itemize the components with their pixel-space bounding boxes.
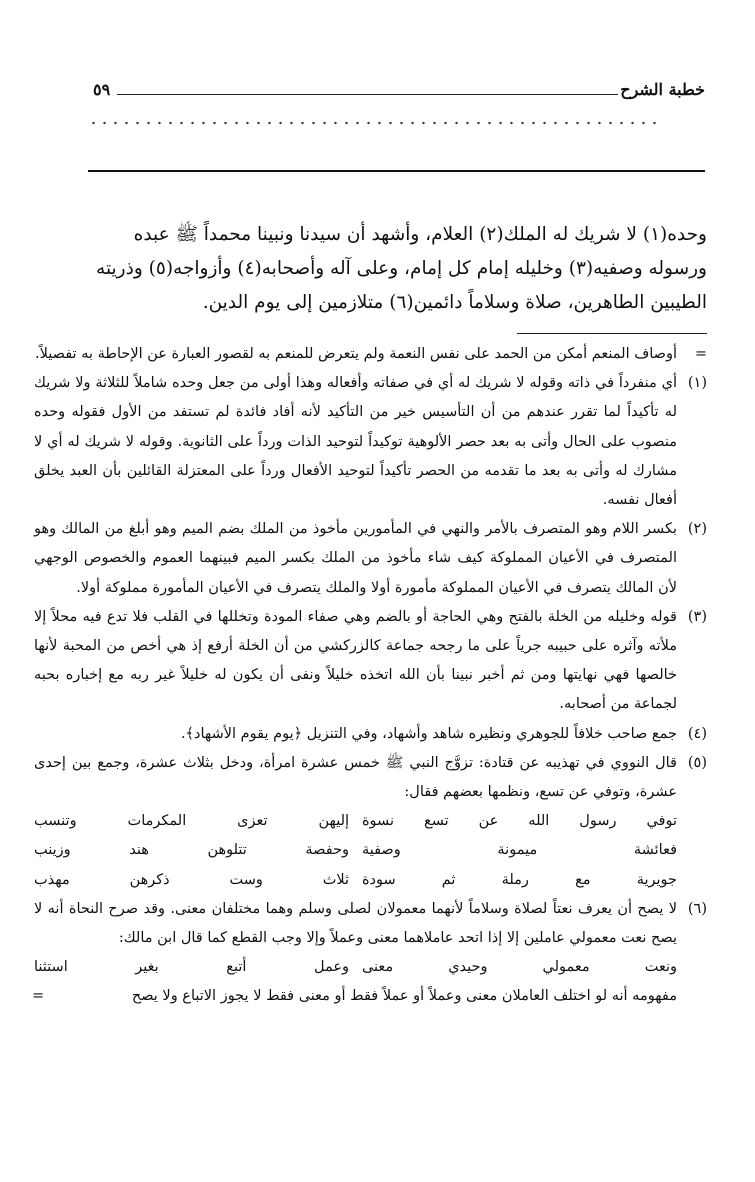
- poem-verse: [34, 836, 707, 865]
- verse-hemistich: وعمل أتبع بغير استثنا: [34, 959, 350, 976]
- main-text: [88, 218, 707, 320]
- verse-hemistich: جويرية مع رملة ثم سودة: [361, 871, 677, 888]
- footnote-5: (٥) قال النووي في تهذيبه عن قتادة: تزوَّج النبي ﷺ خمس عشرة امرأة، ودخل بثلاث عشرة، وجمع بين إحدى عشرة، وتوفي عن تسع، ونظمها بعضهم فقال:: [34, 749, 707, 807]
- continues-mark: =: [32, 988, 45, 1005]
- poem-verse: [34, 953, 707, 982]
- main-line: وحده(١) لا شريك له الملك(٢) العلام، وأشهد أن سيدنا ونبينا محمداً ﷺ عبده: [133, 224, 707, 245]
- verse-hemistich: ثلاث وست ذكرهن مهذب: [34, 871, 350, 888]
- page-number: ٥٩: [93, 80, 111, 99]
- footnote-4: (٤) جمع صاحب خلافاً للجوهري ونظيره شاهد وأشهاد، وفي التنزيل ﴿يوم يقوم الأشهاد﴾.: [34, 720, 707, 749]
- footnote-3: (٣) قوله وخليله من الخلة بالفتح وهي الحاجة أو بالضم وهي صفاء المودة وتخللها في القلب فلا تدع فيه محلاً إلا ملأته وآثره على حبيبه جرياً على ما رجحه جماعة كالزركشي من أن الخلة أرفع إذ هي أخص من المحبة لأنها خالصها فهي نهايتها ومن ثم أخبر نبينا بأن الله اتخذه خليلاً ونفى أن يكون له خليلاً غير ربه مع إخباره بحبه لجماعة من أصحابه.: [34, 603, 707, 720]
- section-rule: [88, 170, 705, 172]
- footnote-2: (٢) بكسر اللام وهو المتصرف بالأمر والنهي في المأمورين مأخوذ من الملك بضم الميم وهو أبلغ من المالك وهو المتصرف في الأعيان المملوكة كيف شاء مأخوذ من الملك بكسر الميم فبينهما العموم والخصوص الوجهي لأن المالك يتصرف في الأعيان المملوكة مأمورة أولا والملك يتصرف في الأعيان المأمورة مملوكة أولا.: [34, 515, 707, 603]
- footnote-marker: (٢): [687, 521, 707, 538]
- verse-hemistich: ونعت معمولي وحيدي معنى: [361, 959, 677, 976]
- header-rule: [117, 94, 618, 95]
- footnote-rule: [517, 333, 707, 334]
- footnote-1: (١) أي منفرداً في ذاته وقوله لا شريك له أي في صفاته وأفعاله وهذا أولى من جعل وحده شاملاً للثلاثة ولا شريك له تأكيداً لما تقرر عندهم من أن التأسيس خير من التأكيد لأنه أفاد فائدة لم تستفد من الأول فقوله وحده منصوب على الحال وأتى به بعد حصر الألوهية توكيداً لتوحيد الذات ورداً على الثانوية. وقوله لا شريك له أي لا مشارك له وأتى به بعد ما تقدمه من الحصر تأكيداً لتوحيد الأفعال ورداً على المعتزلة القائلين بأن العبد يخلق أفعال نفسه.: [34, 369, 707, 515]
- footnote-marker: (٦): [687, 900, 707, 917]
- footnote-marker: (١): [687, 375, 707, 392]
- verse-hemistich: وحفصة تتلوهن هند وزينب: [34, 842, 350, 859]
- footnote-marker: (٤): [687, 725, 707, 742]
- dotted-separator: [88, 120, 663, 126]
- running-header-title: خطبة الشرح: [620, 80, 705, 99]
- poem-verse: [34, 807, 707, 836]
- verse-hemistich: فعائشة ميمونة وصفية: [361, 842, 677, 859]
- main-line: ورسوله وصفيه(٣) وخليله إمام كل إمام، وعلى آله وأصحابه(٤) وأزواجه(٥) وذريته: [96, 258, 707, 279]
- footnote-6: (٦) لا يصح أن يعرف نعتاً لصلاة وسلاماً لأنهما معمولان لصلى وسلم وهما مختلفان معنى. وقد صرح النحاة أنه لا يصح نعت معمولي عاملين إلا إذا اتحد عاملاهما معنى وعملاً وإلا وجب القطع كما قال ابن مالك:: [34, 895, 707, 953]
- footnote-marker: (٥): [687, 754, 707, 771]
- footnote-6-continued: مفهومه أنه لو اختلف العاملان معنى وعملاً أو عملاً فقط أو معنى فقط لا يجوز الاتباع ولا يصح =: [34, 982, 707, 1011]
- footnote-continuation: = أوصاف المنعم أمكن من الحمد على نفس النعمة ولم يتعرض للمنعم به لقصور العبارة عن الإحاطة به تفصيلاً.: [34, 340, 707, 369]
- continuation-mark: =: [694, 346, 707, 362]
- verse-hemistich: إليهن تعزى المكرمات وتنسب: [34, 813, 350, 830]
- main-line: الطيبين الطاهرين، صلاة وسلاماً دائمين(٦) متلازمين إلى يوم الدين.: [202, 292, 707, 313]
- footnote-marker: (٣): [687, 608, 707, 625]
- poem-verse: [34, 866, 707, 895]
- verse-hemistich: توفي رسول الله عن تسع نسوة: [361, 813, 677, 830]
- footnotes: [34, 340, 707, 1012]
